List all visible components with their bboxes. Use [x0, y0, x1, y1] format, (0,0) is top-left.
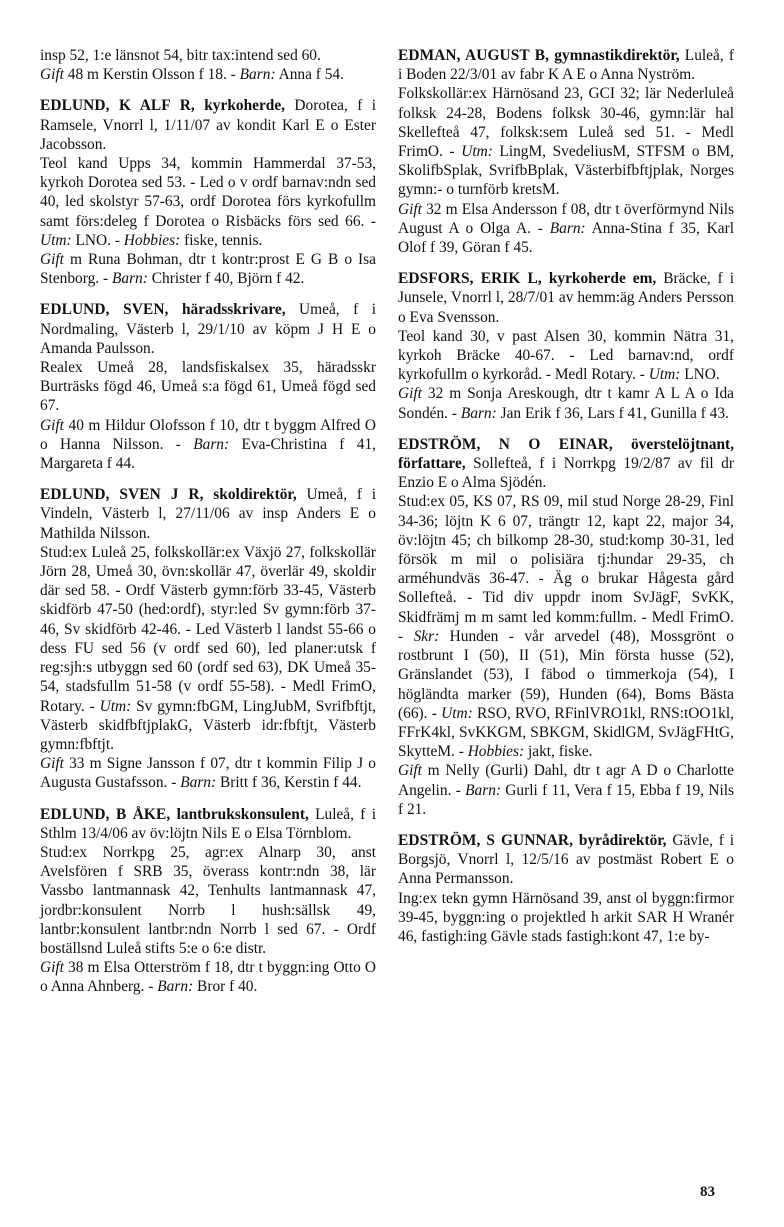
utm-text: Sv gymn:fbGM, LingJubM, Svrifbftjt, Västerb skidfbftjplakG, Västerb idr:fbftjt, Västerb gymn:fbftjt.	[40, 697, 376, 753]
entry-family	[398, 200, 734, 258]
entry-family	[398, 384, 734, 422]
barn-label: Barn:	[465, 781, 502, 799]
entry-intro: Luleå, f i Boden 22/3/01 av fabr K A E o Anna Nyström.	[398, 47, 734, 84]
utm-text: LingM, SvedeliusM, STFSM o BM, SkolifbSplak, SvrifbBplak, Västerbifbftjplak, Norges gymn:- o turnförb kretsM.	[398, 143, 735, 199]
barn-text: Britt f 36, Kerstin f 44.	[216, 774, 362, 792]
entry-family	[40, 958, 376, 996]
career-text: Stud:ex Luleå 25, folkskollär:ex Växjö 27, folkskollär Jörn 28, Umeå 30, övn:skollär 47, överlär 49, skoldir där sed 58. - Ordf Västerb gymn:förb 33-45, Västerb skidförb 47-50 (hed:ordf), styr:led Sv gymn:förb 37-46, Sv skidförb 42-46. - Led Västerb l landst 55-66 o dess FU sed 56 (v ordf sed 60), led planer:utsk f reg:sjh:s utbyggn sed 60 (ordf sed 63), DK Umeå 35-54, stadsfullm 51-58 (v ordf 55-58). - Medl FrimO, Rotary. -	[40, 543, 376, 715]
entry-name: EDSFORS, ERIK L,	[398, 270, 542, 288]
entry-heading	[398, 831, 734, 889]
barn-label: Barn:	[111, 270, 148, 288]
gift-label: Gift	[398, 385, 422, 403]
barn-label: Barn:	[460, 404, 497, 422]
entry-family	[398, 761, 734, 819]
hobbies-label: Hobbies:	[123, 231, 181, 249]
gift-label: Gift	[40, 66, 64, 84]
entry-title: byrådirektör,	[573, 831, 667, 849]
gift-label: Gift	[40, 959, 64, 977]
barn-label: Barn:	[157, 978, 194, 996]
skr-text: Hunden - vår arvedel (48), Mossgrönt o rostbrunt I (50), II (51), Min första husse (52), Gränslandet (53), I fäbod o timmerkoja (54), I högländta marker (59), Hunden (64), Boms Bästa (66). -	[398, 627, 734, 722]
barn-text: Gurli f 11, Vera f 15, Ebba f 19, Nils f 21.	[398, 781, 734, 818]
gift-label: Gift	[40, 416, 64, 434]
entry-title: överstelöjtnant, författare,	[398, 435, 734, 473]
entry-name: EDSTRÖM, N O EINAR,	[398, 435, 613, 453]
entry-intro: Umeå, f i Nordmaling, Västerb l, 29/1/10 av köpm J H E o Amanda Paulsson.	[40, 301, 376, 357]
gift-label: Gift	[40, 755, 64, 773]
career-text: Teol kand 30, v past Alsen 30, kommin Nätra 31, kyrkoh Bräcke 40-67. - Led barnav:nd, ordf kyrkofullm o kyrkoråd. - Medl Rotary. -	[398, 327, 734, 384]
entry-continued	[40, 46, 376, 84]
gift-label: Gift	[40, 251, 64, 269]
entry-career: Realex Umeå 28, landsfiskalsex 35, häradsskr Burträsks fögd 46, Umeå s:a fögd 61, Umeå fögd sed 67.	[40, 359, 376, 415]
entry-career: Ing:ex tekn gymn Härnösand 39, anst ol byggn:firmor 39-45, byggn:ing o projektled h arkit SAR H Wranér 46, fastigh:ing Gävle stads fastigh:kont 47, 1:e by-	[398, 889, 734, 945]
entry-intro: Dorotea, f i Ramsele, Vnorrl l, 1/11/07 av kondit Karl E o Ester Jacobsson.	[40, 97, 376, 153]
entry-name: EDLUND, SVEN J R,	[40, 486, 204, 504]
utm-text: LNO. -	[71, 231, 124, 249]
entry-name: EDLUND, K ALF R,	[40, 97, 195, 115]
entry-edlund-sven	[40, 300, 376, 473]
hobbies-text: jakt, fiske.	[524, 743, 593, 761]
entry-edstrom-einar	[398, 435, 734, 819]
gift-text: 38 m Elsa Otterström f 18, dtr t byggn:ing Otto O o Anna Ahnberg. -	[40, 959, 376, 996]
gift-text: m Nelly (Gurli) Dahl, dtr t agr A D o Charlotte Angelin. -	[398, 762, 734, 799]
entry-career	[398, 84, 734, 199]
entry-career	[398, 492, 734, 761]
hobbies-label: Hobbies:	[467, 743, 525, 761]
entry-heading	[40, 805, 376, 843]
entry-career: Stud:ex Norrkpg 25, agr:ex Alnarp 30, anst Avelsfören f SRB 35, överass kontr:ndn 38, lär Vassbo lantmannask 42, Tenhults lantmannask 47, jordbr:konsulent Norrb l hush:sällsk 49, lantbr:konsulent lantbr:ndn Norrb l sed 67. - Ordf boställsnd Luleå stifts 5:e o 6:e distr.	[40, 843, 376, 957]
entry-edlund-alf	[40, 96, 376, 288]
entry-title: lantbrukskonsulent,	[170, 805, 309, 823]
entry-title: gymnastikdirektör,	[549, 47, 680, 64]
gift-text: m Runa Bohman, dtr t kontr:prost E G B o Isa Stenborg. -	[40, 251, 376, 288]
gift-text: 33 m Signe Jansson f 07, dtr t kommin Filip J o Augusta Gustafsson. -	[40, 755, 376, 792]
entry-heading	[398, 435, 734, 493]
entry-edlund-sven-j	[40, 485, 376, 792]
entry-heading	[40, 96, 376, 154]
entry-intro: Umeå, f i Vindeln, Västerb l, 27/11/06 av insp Anders E o Mathilda Nilsson.	[40, 486, 376, 542]
skr-label: Skr:	[413, 627, 440, 645]
entry-heading	[40, 485, 376, 543]
barn-label: Barn:	[239, 66, 276, 84]
barn-text: Jan Erik f 36, Lars f 41, Gunilla f 43.	[496, 404, 729, 422]
entry-name: EDSTRÖM, S GUNNAR,	[398, 831, 574, 849]
barn-text: Bror f 40.	[193, 978, 258, 996]
barn-text: Anna f 54.	[275, 66, 344, 84]
barn-text: Christer f 40, Björn f 42.	[147, 270, 305, 288]
gift-text: 32 m Elsa Andersson f 08, dtr t överförmynd Nils August A o Olga A. -	[398, 200, 734, 237]
entry-family	[40, 754, 376, 792]
career-text: Folkskollär:ex Härnösand 23, GCI 32; lär Nederluleå folksk 24-28, Bodens folksk 30-46, gymn:lär hal Skellefteå 47, folksk:sem Luleå sed 51. - Medl FrimO. -	[398, 85, 734, 161]
entry-name: EDLUND, SVEN,	[40, 301, 169, 319]
gift-label: Gift	[398, 762, 422, 780]
utm-label: Utm:	[441, 704, 473, 722]
entry-title: häradsskrivare,	[168, 301, 286, 319]
entry-edstrom-gunnar	[398, 831, 734, 946]
entry-name: EDMAN, AUGUST B,	[398, 47, 550, 64]
gift-text: 48 m Kerstin Olsson f 18. -	[63, 66, 240, 84]
entry-title: kyrkoherde em,	[541, 270, 657, 288]
utm-label: Utm:	[99, 697, 132, 715]
entry-intro: Sollefteå, f i Norrkpg 19/2/87 av fil dr Enzio E o Alma Sjödén.	[398, 455, 734, 492]
hobbies-text: fiske, tennis.	[180, 231, 263, 249]
entry-family	[40, 416, 376, 474]
entry-career	[40, 154, 376, 250]
entry-title: kyrkoherde,	[194, 97, 286, 115]
barn-label: Barn:	[193, 435, 230, 453]
entry-edlund-ake	[40, 805, 376, 997]
entry-edman-august	[398, 46, 734, 257]
entry-family	[40, 65, 376, 84]
page-number: 83	[700, 1184, 715, 1200]
utm-label: Utm:	[461, 143, 493, 161]
barn-text: Eva-Christina f 41, Margareta f 44.	[40, 435, 376, 473]
entry-edsfors-erik	[398, 269, 734, 423]
barn-label: Barn:	[180, 774, 217, 792]
entry-heading	[398, 46, 734, 84]
utm-text: RSO, RVO, RFinlVRO1kl, RNS:tOO1kl, FFrK4kl, SvKKGM, SBKGM, SkidlGM, SvJägFHtG, SkytteM. -	[398, 704, 734, 761]
entry-title: skoldirektör,	[203, 486, 297, 504]
utm-label: Utm:	[648, 366, 681, 384]
entry-family	[40, 250, 376, 288]
utm-label: Utm:	[40, 231, 72, 249]
career-text: Stud:ex 05, KS 07, RS 09, mil stud Norge 28-29, Finl 34-36; löjtn K 6 07, trängtr 12, kapt 22, major 34, öv:löjtn 45; ch bilkomp 28-30, stud:komp 30-31, led försök m mil o polisiära tj:hundar 29-35, ch arméhundväs 36-47. - Äg o brukar Hågesta gård Sollefteå. - Tid div uppdr inom SvJägF, SvKK, Skidfrämj m m samt led komm:fullm. - Medl FrimO. -	[398, 493, 734, 645]
utm-text: LNO.	[680, 366, 720, 384]
entry-career: insp 52, 1:e länsnot 54, bitr tax:intend sed 60.	[40, 47, 321, 64]
entry-career	[398, 327, 734, 385]
left-column	[40, 46, 376, 1009]
career-text: Teol kand Upps 34, kommin Hammerdal 37-53, kyrkoh Dorotea sed 53. - Led o v ordf barnav:ndn sed 40, led skolstyr 57-63, ordf Dorotea förs kyrkofullm samt förs:deleg f Dorotea o Risbäcks förs sed 66. -	[40, 155, 376, 230]
entry-intro: Luleå, f i Sthlm 13/4/06 av öv:löjtn Nils E o Elsa Törnblom.	[40, 805, 376, 842]
gift-label: Gift	[398, 200, 422, 218]
right-column	[398, 46, 734, 958]
barn-text: Anna-Stina f 35, Karl Olof f 39, Göran f 45.	[398, 219, 734, 257]
entry-name: EDLUND, B ÅKE,	[40, 805, 171, 823]
gift-text: 32 m Sonja Areskough, dtr t kamr A L A o Ida Sondén. -	[398, 385, 734, 422]
gift-text: 40 m Hildur Olofsson f 10, dtr t byggm Alfred O o Hanna Nilsson. -	[40, 416, 376, 453]
entry-intro: Gävle, f i Borgsjö, Vnorrl l, 12/5/16 av postmäst Robert E o Anna Permansson.	[398, 831, 734, 888]
entry-heading	[398, 269, 734, 327]
entry-heading	[40, 300, 376, 358]
entry-intro: Bräcke, f i Junsele, Vnorrl l, 28/7/01 av hemm:äg Anders Persson o Eva Svensson.	[398, 270, 734, 326]
barn-label: Barn:	[549, 219, 586, 237]
entry-career	[40, 543, 376, 754]
